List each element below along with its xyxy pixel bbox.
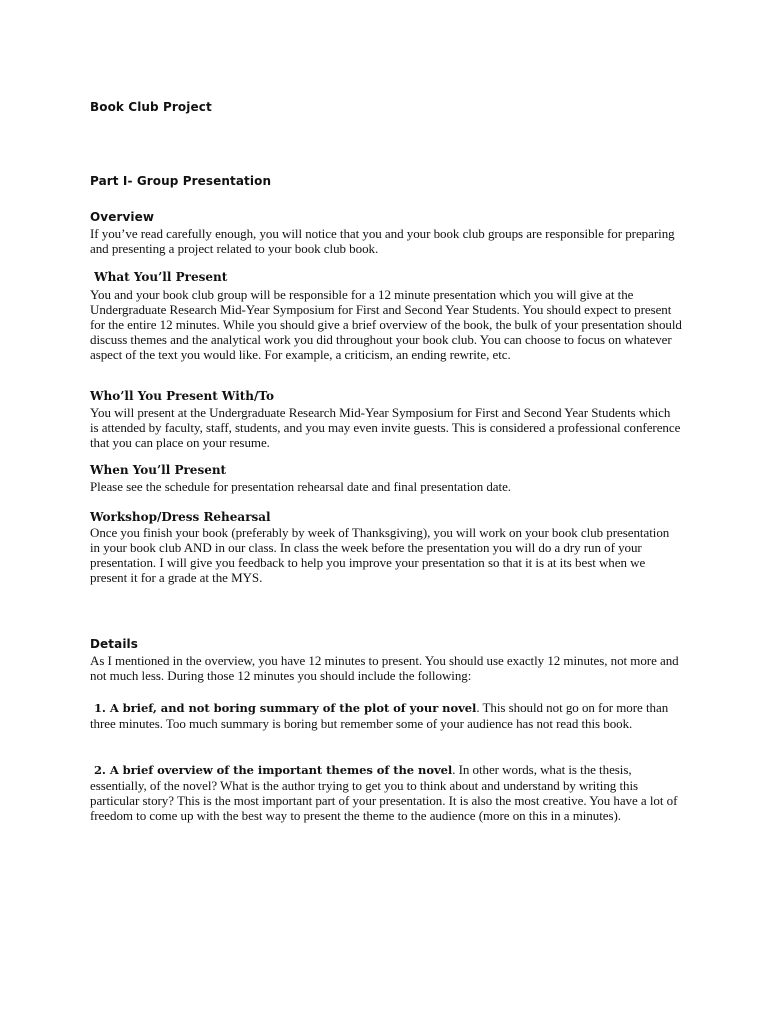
- overview-heading: Overview: [90, 210, 155, 224]
- list-item-summary: [90, 700, 682, 731]
- list-item-themes-text: . In other words, what is the thesis, essentially, of the novel? What is the author trying to get you to think about and understand by writing this particular story? This is the most important part of your presentation. It is also the most creative. You have a lot of freedom to come up with the best way to present the theme to the audience (more on this in a minutes).: [90, 762, 678, 823]
- list-item-themes-lead: 2. A brief overview of the important themes of the novel: [90, 763, 453, 777]
- details-heading: Details: [90, 637, 139, 651]
- who-heading: Who’ll You Present With/To: [90, 389, 274, 403]
- workshop-heading: Workshop/Dress Rehearsal: [90, 510, 271, 524]
- workshop-text: Once you finish your book (preferably by week of Thanksgiving), you will work on your book club presentation in your book club AND in our class. In class the week before the presentation you will do a dry run of your presentation. I will give you feedback to help you improve your presentation so that it is at its best when we present it for a grade at the MYS.: [90, 525, 670, 585]
- when-text: Please see the schedule for presentation rehearsal date and final presentation date.: [90, 479, 512, 494]
- what-text: You and your book club group will be responsible for a 12 minute presentation which you will give at the Undergraduate Research Mid-Year Symposium for First and Second Year Students. You should expect to present for the entire 12 minutes. While you should give a brief overview of the book, the bulk of your presentation should discuss themes and the analytical work you did throughout your book club. You can choose to focus on whatever aspect of the text you would like. For example, a criticism, an ending rewrite, etc.: [90, 287, 682, 362]
- part-heading: Part I- Group Presentation: [90, 174, 272, 188]
- list-item-themes: [90, 762, 682, 823]
- what-heading: What You’ll Present: [90, 270, 228, 284]
- overview-text: If you’ve read carefully enough, you will notice that you and your book club groups are responsible for preparing and presenting a project related to your book club book.: [90, 226, 675, 256]
- details-text: As I mentioned in the overview, you have 12 minutes to present. You should use exactly 12 minutes, not more and not much less. During those 12 minutes you should include the following:: [90, 653, 679, 683]
- who-text: You will present at the Undergraduate Research Mid-Year Symposium for First and Second Year Students which is attended by faculty, staff, students, and you may even invite guests. This is considered a professional conference that you can place on your resume.: [90, 405, 681, 450]
- document-title: Book Club Project: [90, 100, 212, 114]
- list-item-summary-text: . This should not go on for more than three minutes. Too much summary is boring but remember some of your audience has not read this book.: [90, 700, 669, 731]
- list-item-summary-lead: 1. A brief, and not boring summary of the plot of your novel: [90, 701, 477, 715]
- when-heading: When You’ll Present: [90, 463, 227, 477]
